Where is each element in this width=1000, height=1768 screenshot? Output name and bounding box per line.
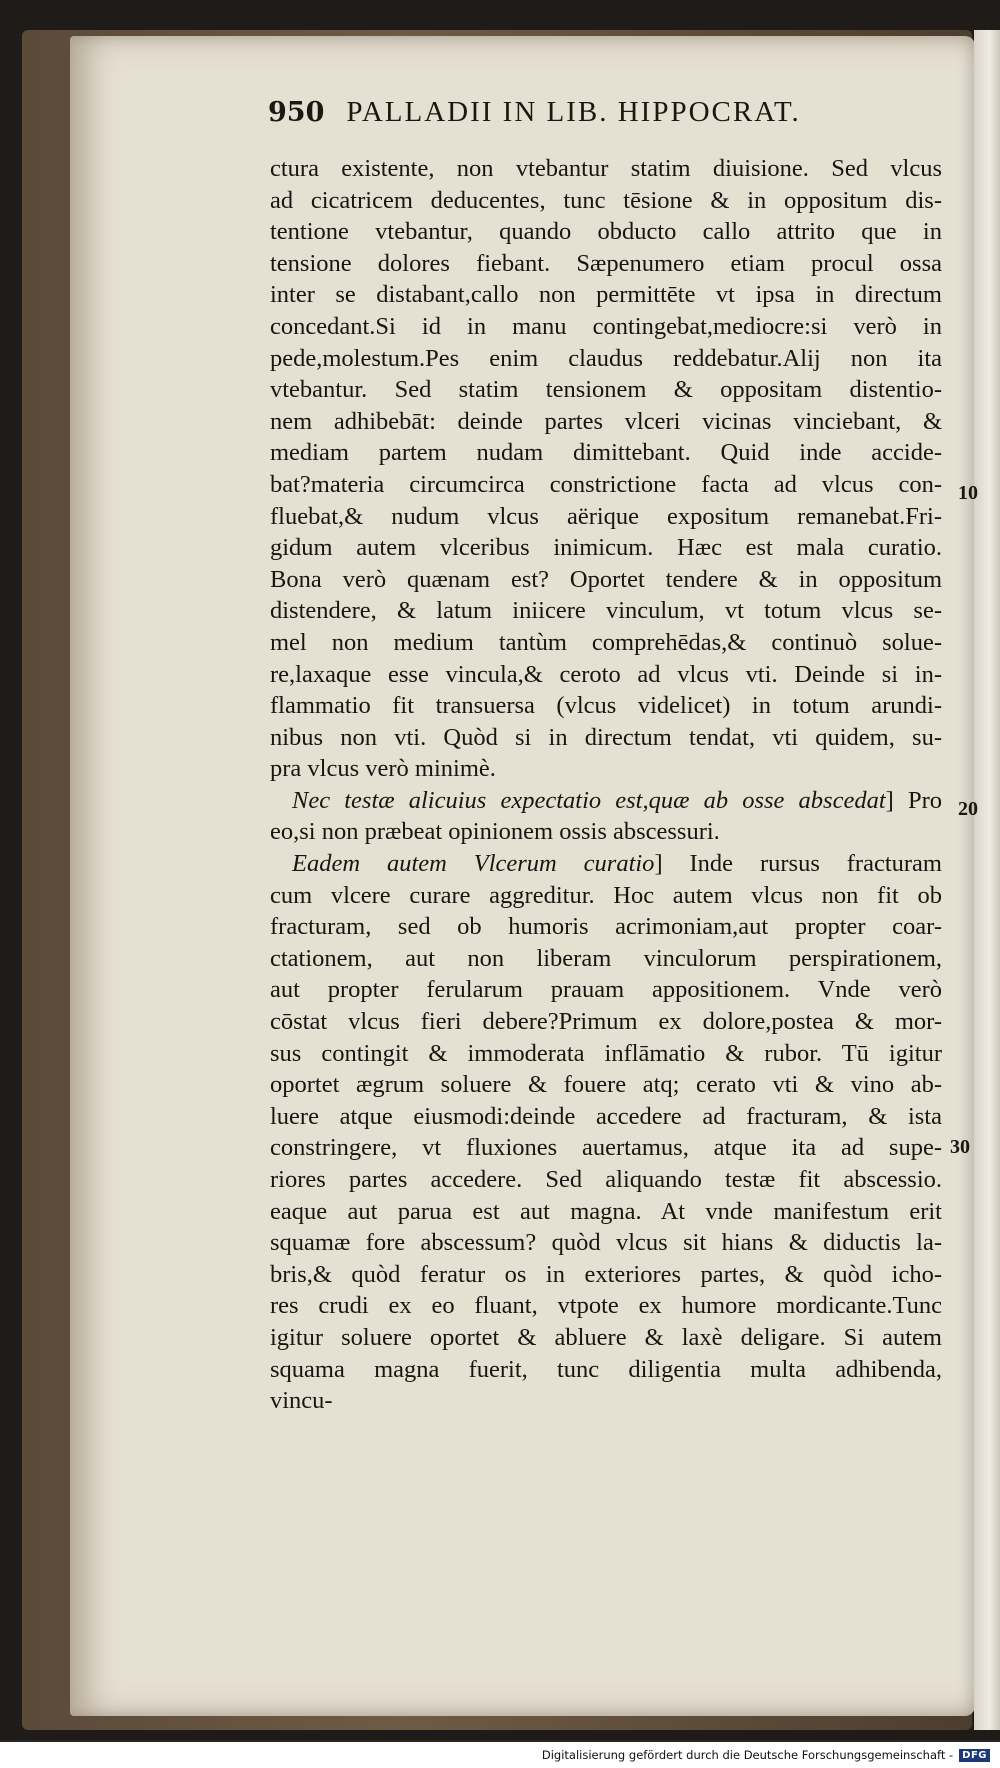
text-line: aut propter ferularum prauam appositionem. Vnde verò xyxy=(270,976,942,1004)
text-line: sus contingit & immoderata inflāmatio & rubor. Tū igitur xyxy=(270,1039,942,1067)
text-line: squama magna fuerit, tunc diligentia multa adhibenda, xyxy=(270,1355,942,1383)
page-fore-edge xyxy=(974,30,1000,1730)
lemma-text: Nec testæ alicuius expectatio est,quæ ab osse abscedat xyxy=(292,786,886,814)
text-line: cōstat vlcus fieri debere?Primum ex dolore,postea & mor- xyxy=(270,1008,942,1036)
lemma-line xyxy=(270,848,942,880)
text-line: pra vlcus verò minimè. xyxy=(270,755,496,783)
text-line: pede,molestum.Pes enim claudus reddebatur.Alij non ita xyxy=(270,344,942,372)
text-line: inter se distabant,callo non permittēte vt ipsa in directum xyxy=(270,281,942,309)
text-line: ad cicatricem deducentes, tunc tēsione & in oppositum dis- xyxy=(270,186,942,214)
text-line: fluebat,& nudum vlcus aërique expositum remanebat.Fri- xyxy=(270,502,942,530)
text-line: eaque aut parua est aut magna. At vnde manifestum erit xyxy=(270,1197,942,1225)
body-text xyxy=(270,153,942,1417)
text-line: bris,& quòd feratur os in exteriores partes, & quòd icho- xyxy=(270,1260,942,1288)
text-line: nem adhibebāt: deinde partes vlceri vicinas vinciebant, & xyxy=(270,407,942,435)
text-line: luere atque eiusmodi:deinde accedere ad fracturam, & ista xyxy=(270,1102,942,1130)
margin-line-number: 20 xyxy=(958,798,978,820)
text-line: Bona verò quænam est? Oportet tendere & in oppositum xyxy=(270,565,942,593)
text-line: tensione dolores fiebant. Sæpenumero etiam procul ossa xyxy=(270,249,942,277)
lemma-continuation: ] Pro xyxy=(885,786,942,814)
text-line: concedant.Si id in manu contingebat,mediocre:si verò in xyxy=(270,312,942,340)
text-line: cum vlcere curare aggreditur. Hoc autem vlcus non fit ob xyxy=(270,881,942,909)
lemma-line xyxy=(270,785,942,817)
text-line: re,laxaque esse vincula,& ceroto ad vlcus vti. Deinde si in- xyxy=(270,660,942,688)
catchword: vincu- xyxy=(270,1387,333,1415)
text-line: mel non medium tantùm comprehēdas,& continuò solue- xyxy=(270,628,942,656)
text-line: fracturam, sed ob humoris acrimoniam,aut propter coar- xyxy=(270,913,942,941)
funding-notice: Digitalisierung gefördert durch die Deutsche Forschungsgemeinschaft - xyxy=(541,1748,954,1762)
margin-line-number: 10 xyxy=(958,482,978,504)
page-header xyxy=(268,96,918,140)
running-head: PALLADII IN LIB. HIPPOCRAT. xyxy=(346,96,801,128)
text-line: distendere, & latum iniicere vinculum, vt totum vlcus se- xyxy=(270,597,942,625)
text-line: tentione vtebantur, quando obducto callo attrito que in xyxy=(270,218,942,246)
text-line: riores partes accedere. Sed aliquando testæ fit abscessio. xyxy=(270,1166,942,1193)
margin-line-number: 30 xyxy=(950,1136,970,1158)
text-line: constringere, vt fluxiones auertamus, atque ita ad supe- xyxy=(270,1134,942,1162)
text-line: mediam partem nudam dimittebant. Quid inde accide- xyxy=(270,439,942,467)
text-line: oportet ægrum soluere & fouere atq; cerato vti & vino ab- xyxy=(270,1071,942,1099)
text-line: flammatio fit transuersa (vlcus videlicet) in totum arundi- xyxy=(270,692,942,720)
lemma-text: Eadem autem Vlcerum curatio xyxy=(292,850,655,878)
page-number: 950 xyxy=(268,97,325,128)
text-line: gidum autem vlceribus inimicum. Hæc est mala curatio. xyxy=(270,534,942,562)
text-line: igitur soluere oportet & abluere & laxè deligare. Si autem xyxy=(270,1323,942,1351)
digitization-footer xyxy=(0,1742,1000,1768)
text-line: vtebantur. Sed statim tensionem & oppositam distentio- xyxy=(270,376,942,404)
dfg-logo: DFG xyxy=(959,1749,990,1762)
text-line: ctationem, aut non liberam vinculorum perspirationem, xyxy=(270,944,942,972)
lemma-continuation: ] Inde rursus fracturam xyxy=(654,850,942,878)
text-line: bat?materia circumcirca constrictione facta ad vlcus con- xyxy=(270,470,942,498)
text-line: eo,si non præbeat opinionem ossis abscessuri. xyxy=(270,818,720,846)
text-line: res crudi ex eo fluant, vtpote ex humore mordicante.Tunc xyxy=(270,1292,942,1320)
text-line: nibus non vti. Quòd si in directum tendat, vti quidem, su- xyxy=(270,723,942,751)
text-line: ctura existente, non vtebantur statim diuisione. Sed vlcus xyxy=(270,155,942,182)
text-line: squamæ fore abscessum? quòd vlcus sit hians & diductis la- xyxy=(270,1229,942,1257)
